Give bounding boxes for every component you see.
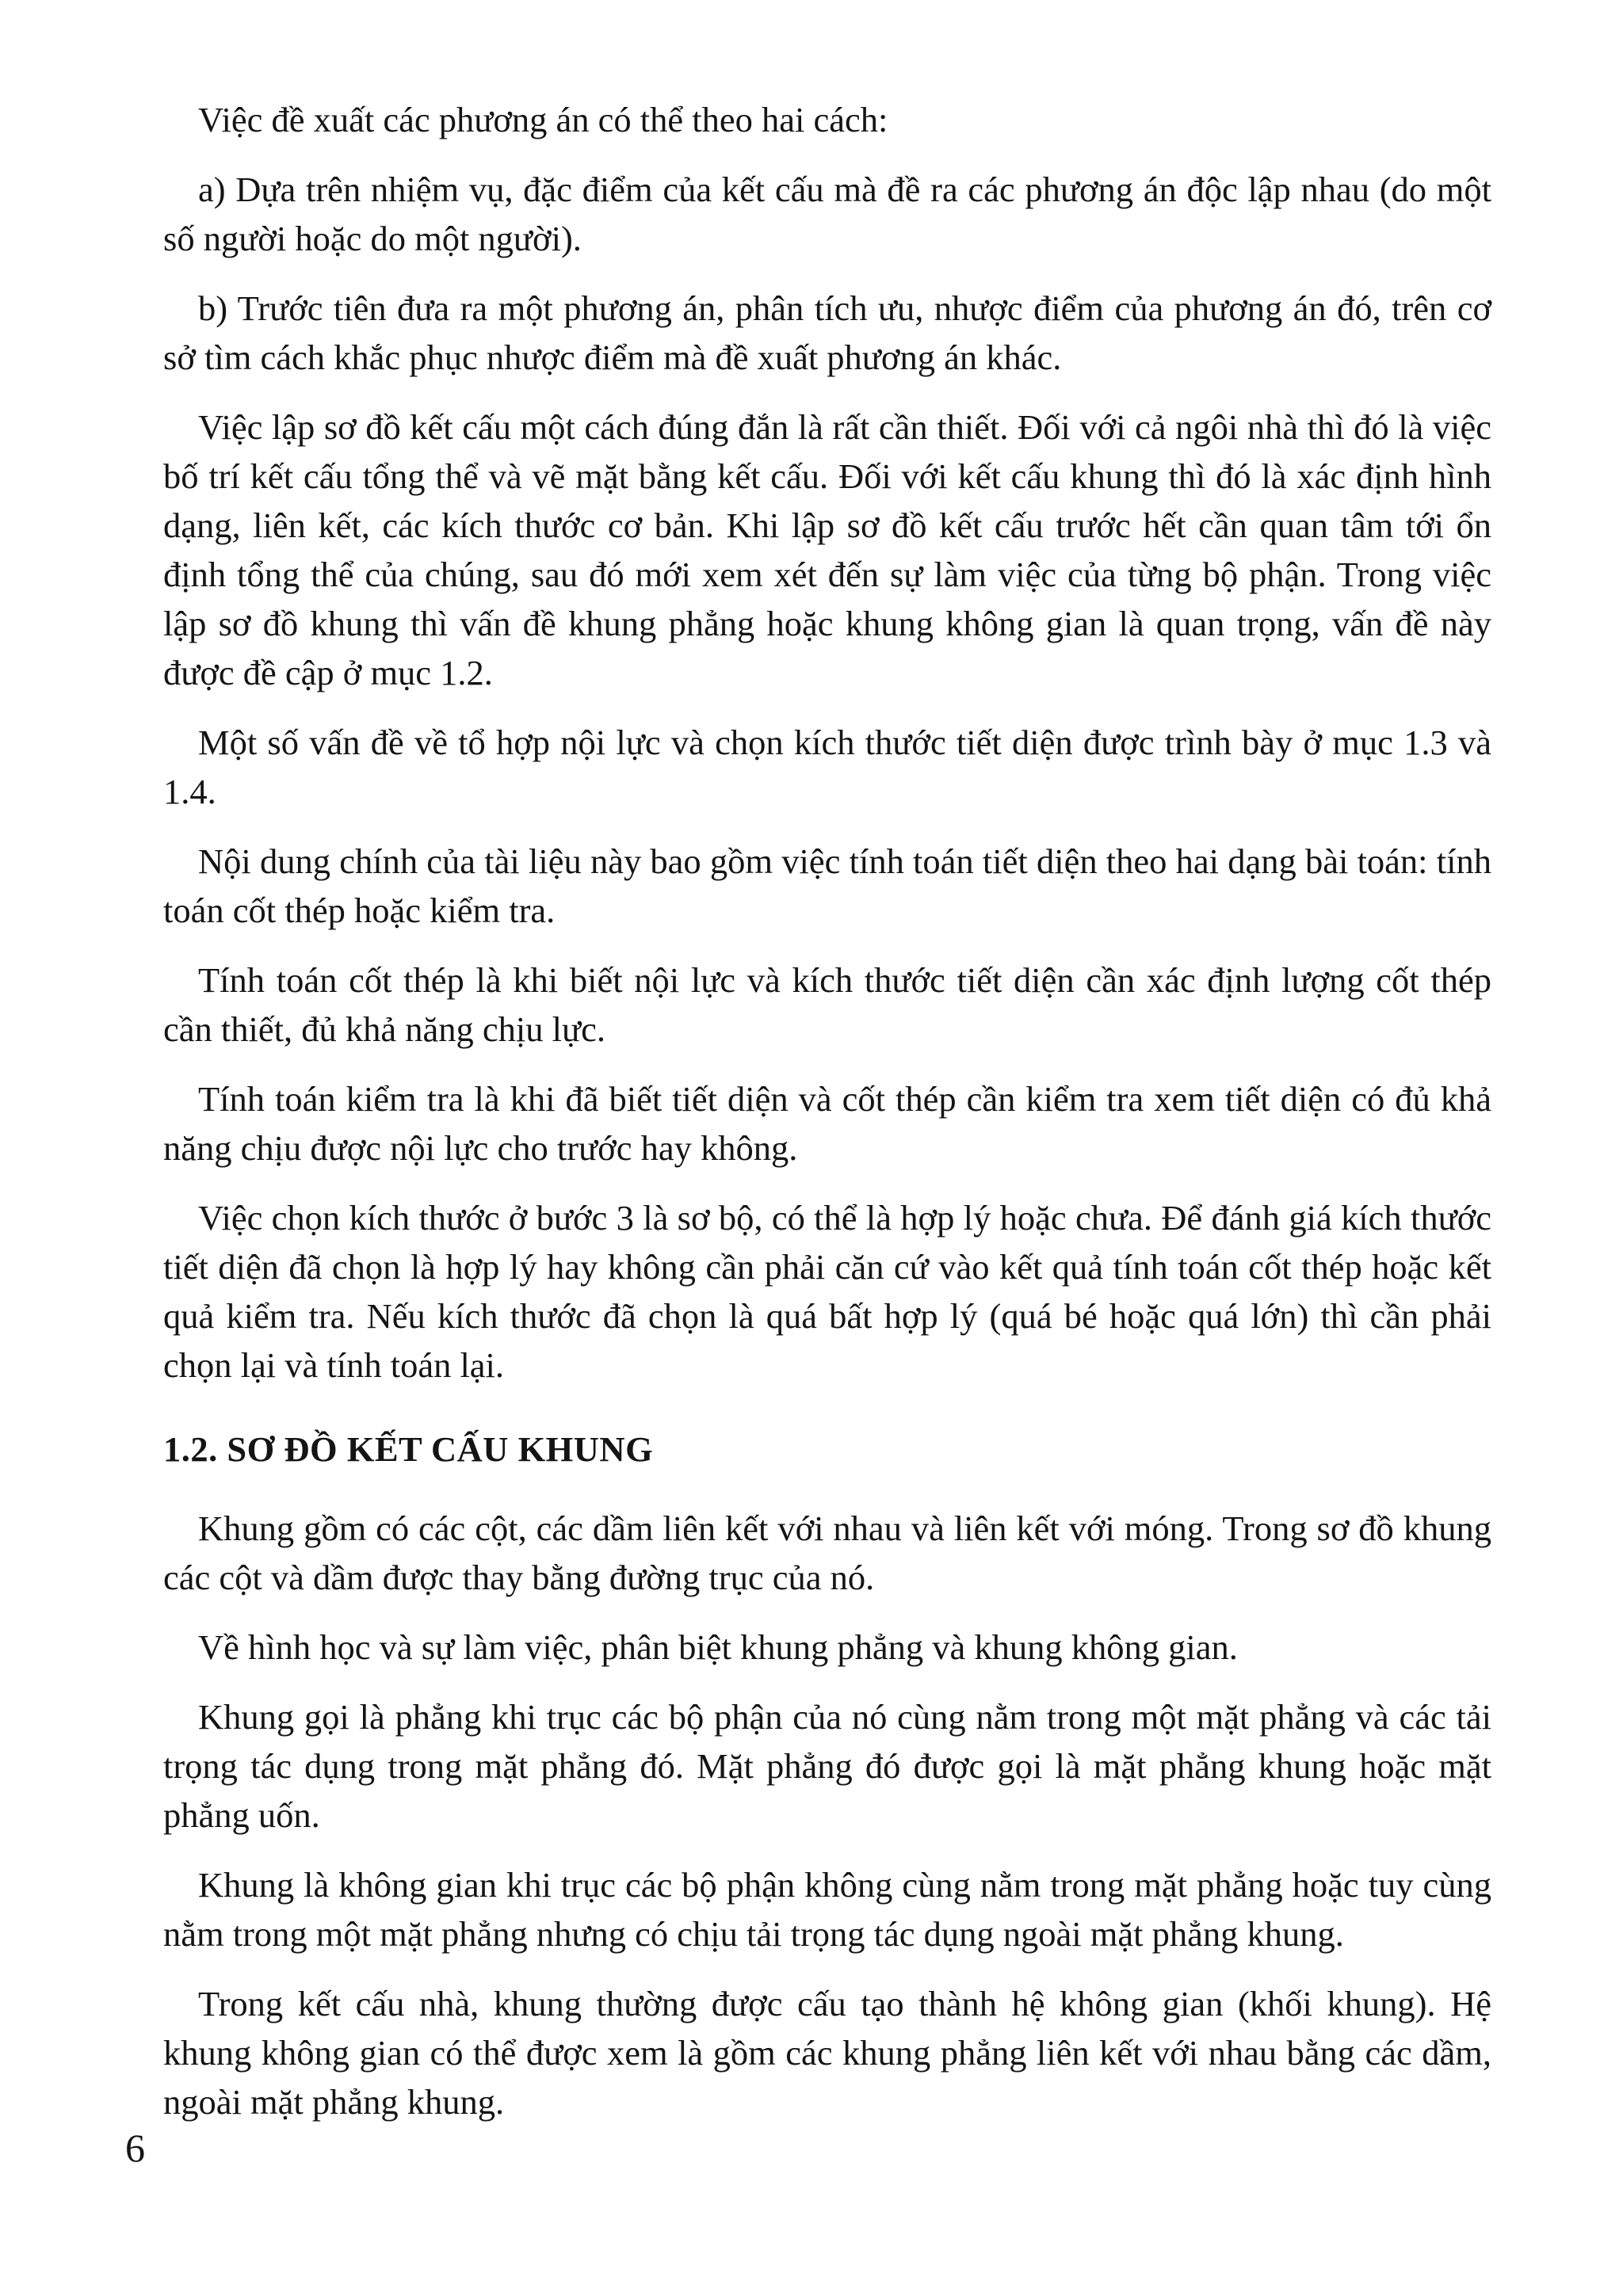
paragraph: Trong kết cấu nhà, khung thường được cấu tạo thành hệ không gian (khối khung). Hệ khung không gian có thể được xem là gồm các khung phẳng liên kết với nhau bằng các dầm, ngoài mặt phẳng khung. [163,1984,1491,2122]
paragraph: Việc chọn kích thước ở bước 3 là sơ bộ, có thể là hợp lý hoặc chưa. Để đánh giá kích thước tiết diện đã chọn là hợp lý hay không cần phải căn cứ vào kết quả tính toán cốt thép hoặc kết quả kiểm tra. Nếu kích thước đã chọn là quá bất hợp lý (quá bé hoặc quá lớn) thì cần phải chọn lại và tính toán lại. [163,1198,1491,1385]
paragraph: Về hình học và sự làm việc, phân biệt khung phẳng và khung không gian. [198,1627,1238,1667]
paragraph: Việc lập sơ đồ kết cấu một cách đúng đắn là rất cần thiết. Đối với cả ngôi nhà thì đó là việc bố trí kết cấu tổng thể và vẽ mặt bằng kết cấu. Đối với kết cấu khung thì đó là xác định hình dạng, liên kết, các kích thước cơ bản. Khi lập sơ đồ kết cấu trước hết cần quan tâm tới ổn định tổng thể của chúng, sau đó mới xem xét đến sự làm việc của từng bộ phận. Trong việc lập sơ đồ khung thì vấn đề khung phẳng hoặc khung không gian là quan trọng, vấn đề này được đề cập ở mục 1.2. [163,407,1491,692]
paragraph: a) Dựa trên nhiệm vụ, đặc điểm của kết cấu mà đề ra các phương án độc lập nhau (do một số người hoặc do một người). [163,170,1491,258]
paragraph: Khung gọi là phẳng khi trục các bộ phận của nó cùng nằm trong một mặt phẳng và các tải trọng tác dụng trong mặt phẳng đó. Mặt phẳng đó được gọi là mặt phẳng khung hoặc mặt phẳng uốn. [163,1697,1491,1835]
paragraph: Tính toán cốt thép là khi biết nội lực và kích thước tiết diện cần xác định lượng cốt thép cần thiết, đủ khả năng chịu lực. [163,960,1491,1049]
section-heading: 1.2. SƠ ĐỒ KẾT CẤU KHUNG [163,1429,654,1469]
page-body [163,95,1491,2147]
paragraph: Khung là không gian khi trục các bộ phận không cùng nằm trong mặt phẳng hoặc tuy cùng nằm trong một mặt phẳng nhưng có chịu tải trọng tác dụng ngoài mặt phẳng khung. [163,1865,1491,1954]
paragraph: Việc đề xuất các phương án có thể theo hai cách: [198,100,888,139]
page-number: 6 [125,2126,145,2170]
paragraph: Nội dung chính của tài liệu này bao gồm việc tính toán tiết diện theo hai dạng bài toán: tính toán cốt thép hoặc kiểm tra. [163,841,1491,930]
paragraph: Một số vấn đề về tổ hợp nội lực và chọn kích thước tiết diện được trình bày ở mục 1.3 và 1.4. [163,723,1491,811]
paragraph: Tính toán kiểm tra là khi đã biết tiết diện và cốt thép cần kiểm tra xem tiết diện có đủ khả năng chịu được nội lực cho trước hay không. [163,1079,1491,1168]
paragraph: Khung gồm có các cột, các dầm liên kết với nhau và liên kết với móng. Trong sơ đồ khung các cột và dầm được thay bằng đường trục của nó. [163,1508,1491,1597]
paragraph: b) Trước tiên đưa ra một phương án, phân tích ưu, nhược điểm của phương án đó, trên cơ sở tìm cách khắc phục nhược điểm mà đề xuất phương án khác. [163,288,1491,377]
